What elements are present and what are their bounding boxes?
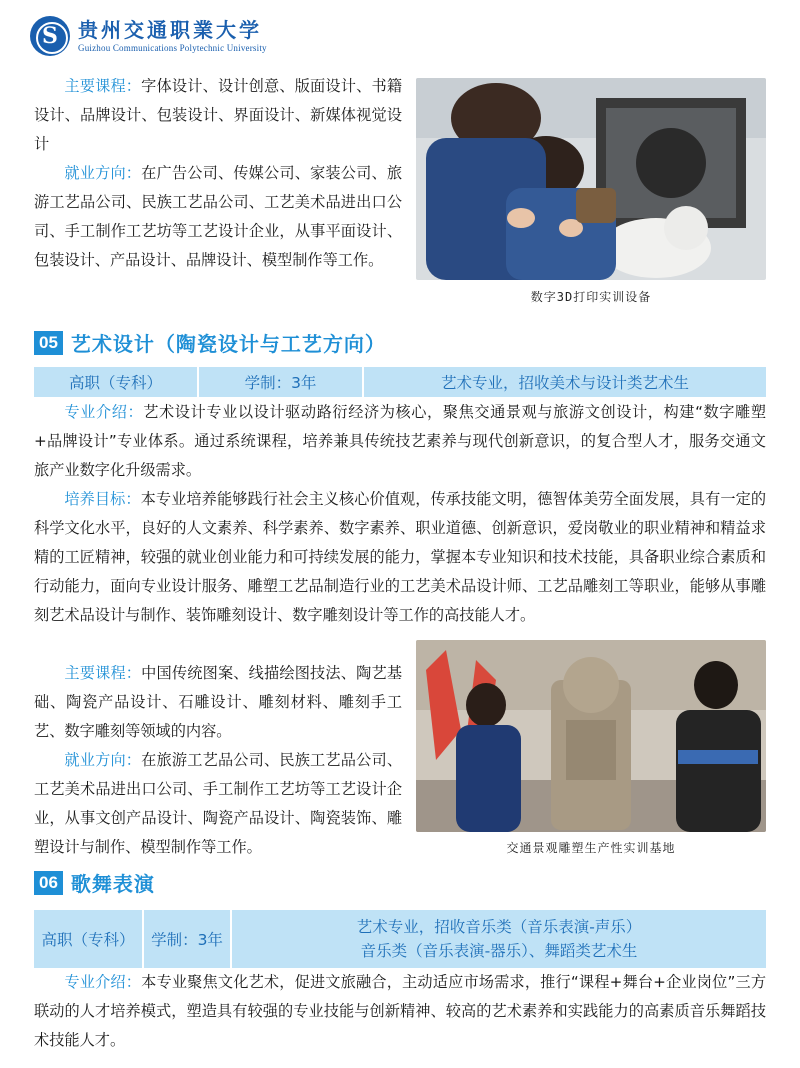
section-05-heading bbox=[34, 328, 386, 357]
program-enrollment-line1: 艺术专业，招收音乐类（音乐表演-声乐） bbox=[356, 918, 642, 936]
program-duration: 学制：3年 bbox=[144, 910, 232, 968]
section-number: 05 bbox=[34, 331, 63, 355]
s5-jobs-text: 在旅游工艺品公司、民族工艺品公司、工艺美术品进出口公司、手工制作工艺坊等工艺设计企业，从事文创产品设计、陶瓷产品设计、陶瓷装饰、雕塑设计与制作、模型制作等工作。 bbox=[34, 751, 403, 856]
s4-jobs-paragraph bbox=[34, 159, 402, 275]
s6-intro-paragraph bbox=[34, 968, 766, 1055]
s6-intro-text: 本专业聚焦文化艺术，促进文旅融合，主动适应市场需求，推行“课程+舞台+企业岗位”三方联动的人才培养模式，塑造具有较强的专业技能与创新精神、较高的艺术素养和实践能力的高素质音乐舞蹈技术技能人才。 bbox=[34, 973, 767, 1049]
program-duration: 学制：3年 bbox=[199, 367, 364, 397]
s5-goal-paragraph bbox=[34, 485, 766, 630]
program-enrollment bbox=[232, 910, 766, 968]
page-header bbox=[30, 14, 267, 58]
university-name-en: Guizhou Communications Polytechnic University bbox=[78, 43, 267, 53]
s4-courses-paragraph bbox=[34, 72, 402, 159]
photo-sculpture-caption: 交通景观雕塑生产性实训基地 bbox=[506, 841, 676, 855]
section-title: 艺术设计（陶瓷设计与工艺方向） bbox=[70, 332, 386, 356]
program-enrollment-line2: 音乐类（音乐表演-器乐）、舞蹈类艺术生 bbox=[360, 942, 638, 960]
section-06-info-bar bbox=[34, 910, 766, 968]
section-05-info-bar bbox=[34, 367, 766, 397]
photo-3d-printing bbox=[416, 78, 766, 280]
s5-courses-paragraph bbox=[34, 659, 402, 746]
section-06-heading bbox=[34, 868, 155, 897]
s6-intro-label: 专业介绍： bbox=[64, 973, 142, 991]
section-title: 歌舞表演 bbox=[70, 872, 155, 896]
photo-3d-printing-caption: 数字3D打印实训设备 bbox=[530, 290, 652, 304]
s5-courses-label: 主要课程： bbox=[64, 664, 142, 682]
s5-goal-text: 本专业培养能够践行社会主义核心价值观，传承技能文明，德智体美劳全面发展，具有一定的科学文化水平，良好的人文素养、科学素养、数字素养、职业道德、创新意识，爱岗敬业的职业精神和精益求精的工匠精神，较强的就业创业能力和可持续发展的能力，掌握本专业知识和技术技能，具备职业综合素质和行动能力，面向专业设计服务、雕塑工艺品制造行业的工艺美术品设计师、工艺品雕刻工等职业，能够从事雕刻艺术品设计与制作、装饰雕刻设计、数字雕刻设计等工作的高技能人才。 bbox=[34, 490, 767, 624]
s5-intro-text: 艺术设计专业以设计驱动路衍经济为核心，聚焦交通景观与旅游文创设计，构建“数字雕塑+品牌设计”专业体系。通过系统课程，培养兼具传统技艺素养与现代创新意识，的复合型人才，服务交通文旅产业数字化升级需求。 bbox=[34, 403, 767, 479]
university-name-cn: 贵州交通职業大学 bbox=[78, 18, 262, 42]
s4-jobs-text: 在广告公司、传媒公司、家装公司、旅游工艺品公司、民族工艺品公司、工艺美术品进出口公司、手工制作工艺坊等工艺设计企业，从事平面设计、包装设计、产品设计、品牌设计、模型制作等工作。 bbox=[34, 164, 403, 269]
program-level: 高职（专科） bbox=[34, 367, 199, 397]
s5-goal-label: 培养目标： bbox=[64, 490, 141, 508]
s5-courses-text: 中国传统图案、线描绘图技法、陶艺基础、陶瓷产品设计、石雕设计、雕刻材料、雕刻手工艺、数字雕刻等领域的内容。 bbox=[34, 664, 403, 740]
s5-jobs-label: 就业方向： bbox=[64, 751, 142, 769]
s5-intro-paragraph bbox=[34, 398, 766, 485]
photo-sculpture-base bbox=[416, 640, 766, 832]
s4-courses-label: 主要课程： bbox=[64, 77, 142, 95]
s4-courses-text: 字体设计、设计创意、版面设计、书籍设计、品牌设计、包装设计、界面设计、新媒体视觉设计 bbox=[34, 77, 403, 153]
section-number: 06 bbox=[34, 871, 63, 895]
program-level: 高职（专科） bbox=[34, 910, 144, 968]
program-enrollment: 艺术专业，招收美术与设计类艺术生 bbox=[440, 374, 689, 392]
university-logo bbox=[30, 16, 70, 56]
s5-jobs-paragraph bbox=[34, 746, 402, 862]
s5-intro-label: 专业介绍： bbox=[64, 403, 144, 421]
s4-jobs-label: 就业方向： bbox=[64, 164, 142, 182]
